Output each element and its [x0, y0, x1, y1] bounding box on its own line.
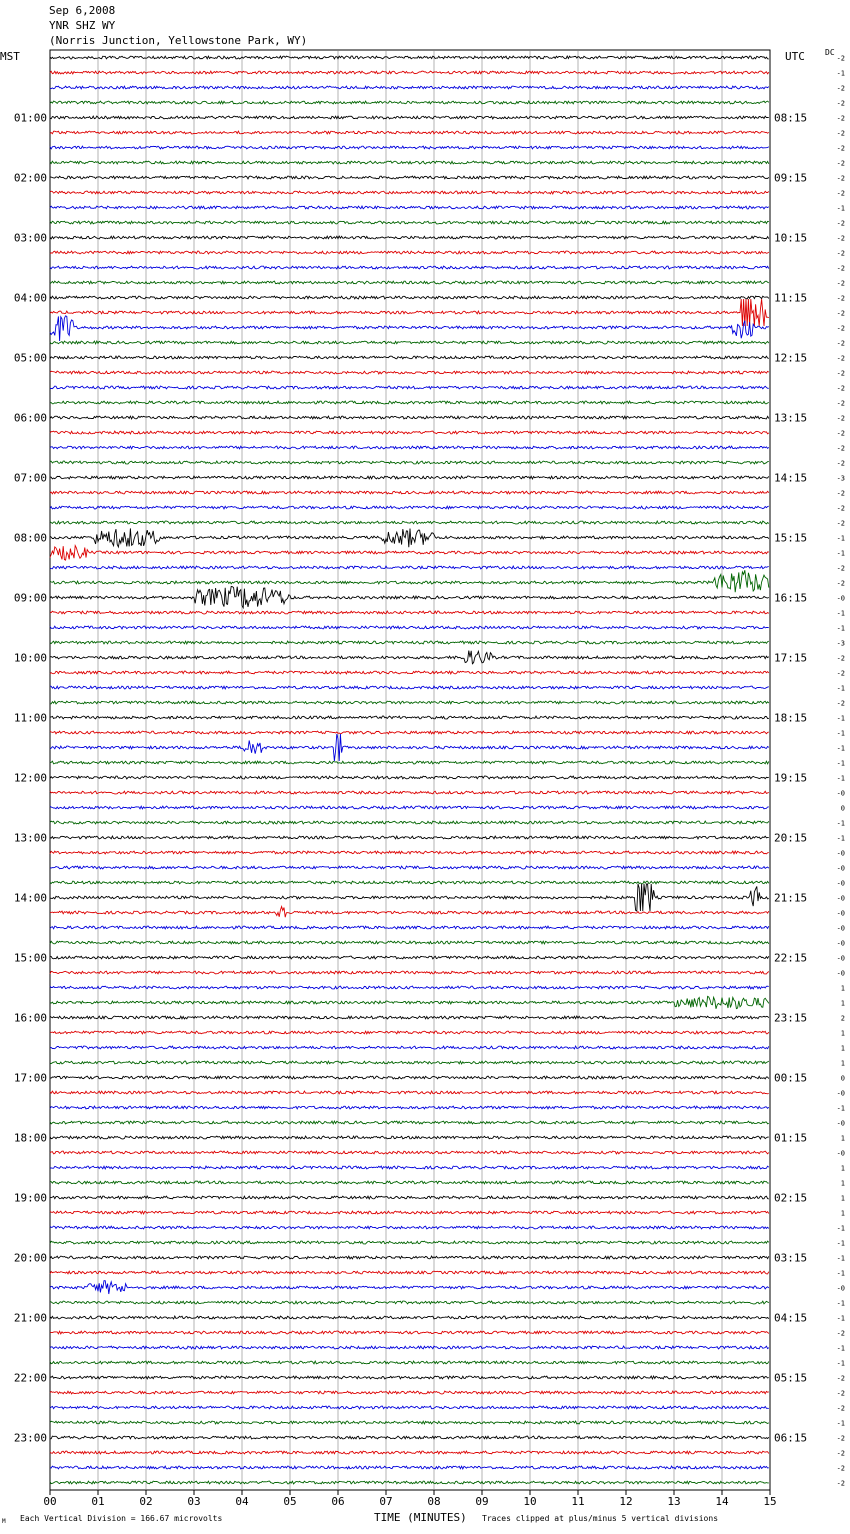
trace-line — [50, 971, 769, 974]
trace-line — [50, 1451, 769, 1454]
right-hour-label: 12:15 — [774, 351, 808, 365]
trace-line — [50, 701, 769, 704]
trace-line — [50, 1226, 769, 1229]
right-hour-label: 23:15 — [774, 1011, 808, 1025]
x-tick-label: 10 — [523, 1495, 537, 1508]
left-timezone-label: MST — [0, 50, 20, 63]
dc-offset-label: -2 — [836, 1479, 845, 1488]
trace-line — [50, 1391, 769, 1394]
x-tick-label: 07 — [379, 1495, 393, 1508]
dc-offset-label: -2 — [836, 579, 845, 588]
trace-line — [50, 1376, 769, 1379]
x-axis-title: TIME (MINUTES) — [374, 1511, 467, 1524]
x-tick-label: 15 — [763, 1495, 777, 1508]
left-hour-label: 05:00 — [13, 351, 47, 365]
dc-offset-label: -1 — [836, 1239, 845, 1248]
scale-note: Each Vertical Division = 166.67 microvolts — [20, 1514, 223, 1523]
left-hour-label: 03:00 — [13, 231, 47, 245]
dc-offset-label: -1 — [836, 609, 845, 618]
dc-offset-label: -2 — [836, 414, 845, 423]
corner-mark: M — [2, 1518, 6, 1525]
right-hour-label: 21:15 — [774, 891, 808, 905]
dc-offset-label: -2 — [836, 1434, 845, 1443]
left-hour-label: 11:00 — [13, 711, 47, 725]
dc-offset-label: 2 — [840, 1014, 845, 1023]
trace-line — [50, 71, 769, 74]
dc-offset-label: -2 — [836, 384, 845, 393]
left-hour-label: 08:00 — [13, 531, 47, 545]
right-hour-label: 04:15 — [774, 1311, 808, 1325]
dc-offset-label: -2 — [836, 219, 845, 228]
dc-offset-label: -1 — [836, 744, 845, 753]
dc-offset-label: -0 — [836, 894, 845, 903]
dc-offset-label: -2 — [836, 654, 845, 663]
dc-offset-label: -0 — [836, 789, 845, 798]
left-hour-label: 21:00 — [13, 1311, 47, 1325]
trace-line — [50, 1241, 769, 1244]
trace-line — [50, 299, 769, 326]
right-hour-label: 16:15 — [774, 591, 808, 605]
trace-line — [50, 1436, 769, 1439]
dc-offset-label: 1 — [840, 1029, 845, 1038]
right-hour-label: 01:15 — [774, 1131, 808, 1145]
dc-offset-label: 0 — [840, 804, 845, 813]
trace-line — [50, 1046, 769, 1049]
trace-line — [50, 316, 769, 341]
trace-line — [50, 821, 769, 824]
left-hour-label: 06:00 — [13, 411, 47, 425]
trace-line — [50, 176, 769, 179]
trace-line — [50, 1106, 769, 1109]
dc-offset-label: -0 — [836, 879, 845, 888]
dc-offset-label: -1 — [836, 1224, 845, 1233]
dc-offset-label: 1 — [840, 984, 845, 993]
trace-line — [50, 761, 769, 764]
right-hour-label: 10:15 — [774, 231, 808, 245]
trace-line — [50, 1166, 769, 1169]
dc-offset-label: -1 — [836, 69, 845, 78]
trace-line — [50, 281, 769, 284]
dc-offset-label: -2 — [836, 444, 845, 453]
trace-line — [50, 671, 769, 674]
dc-offset-label: -1 — [836, 1359, 845, 1368]
trace-line — [50, 731, 769, 734]
dc-offset-label: -2 — [836, 354, 845, 363]
dc-offset-label: -1 — [836, 684, 845, 693]
dc-offset-header: DC — [825, 48, 835, 57]
trace-line — [50, 1151, 769, 1154]
dc-offset-label: -2 — [836, 294, 845, 303]
trace-line — [50, 996, 769, 1008]
trace-line — [50, 251, 769, 254]
left-hour-label: 09:00 — [13, 591, 47, 605]
trace-line — [50, 116, 769, 119]
right-hour-label: 14:15 — [774, 471, 808, 485]
trace-line — [50, 401, 769, 404]
dc-offset-label: -0 — [836, 1149, 845, 1158]
dc-offset-label: -0 — [836, 594, 845, 603]
dc-offset-label: -1 — [836, 759, 845, 768]
dc-offset-label: -0 — [836, 1119, 845, 1128]
dc-offset-label: -0 — [836, 849, 845, 858]
right-hour-label: 02:15 — [774, 1191, 808, 1205]
left-hour-label: 10:00 — [13, 651, 47, 665]
dc-offset-label: -2 — [836, 399, 845, 408]
dc-offset-label: -2 — [836, 144, 845, 153]
dc-offset-label: -1 — [836, 1344, 845, 1353]
dc-offset-label: -2 — [836, 114, 845, 123]
dc-offset-label: -3 — [836, 639, 845, 648]
dc-offset-label: 0 — [840, 1074, 845, 1083]
trace-line — [50, 806, 769, 809]
dc-offset-label: 1 — [840, 1179, 845, 1188]
dc-offset-label: -0 — [836, 1284, 845, 1293]
trace-line — [50, 546, 769, 561]
dc-offset-label: -2 — [836, 1449, 845, 1458]
dc-offset-label: -2 — [836, 54, 845, 63]
left-hour-label: 02:00 — [13, 171, 47, 185]
trace-line — [50, 371, 769, 374]
dc-offset-label: -2 — [836, 669, 845, 678]
dc-offset-label: 1 — [840, 1044, 845, 1053]
trace-line — [50, 296, 769, 299]
dc-offset-label: -2 — [836, 1404, 845, 1413]
trace-line — [50, 528, 769, 547]
trace-line — [50, 1076, 769, 1079]
dc-offset-label: 1 — [840, 1164, 845, 1173]
trace-line — [50, 1016, 769, 1019]
trace-line — [50, 791, 769, 794]
trace-line — [50, 836, 769, 839]
dc-offset-label: -1 — [836, 204, 845, 213]
dc-offset-label: -2 — [836, 279, 845, 288]
trace-line — [50, 1466, 769, 1469]
dc-offset-label: -2 — [836, 1329, 845, 1338]
dc-offset-label: -0 — [836, 939, 845, 948]
left-hour-label: 22:00 — [13, 1371, 47, 1385]
dc-offset-label: -2 — [836, 369, 845, 378]
left-hour-label: 12:00 — [13, 771, 47, 785]
trace-line — [50, 236, 769, 239]
left-hour-label: 17:00 — [13, 1071, 47, 1085]
dc-offset-label: -2 — [836, 504, 845, 513]
dc-offset-label: -2 — [836, 429, 845, 438]
right-hour-label: 11:15 — [774, 291, 808, 305]
trace-line — [50, 491, 769, 494]
trace-line — [50, 1281, 769, 1294]
trace-line — [50, 476, 769, 479]
right-hour-label: 22:15 — [774, 951, 808, 965]
trace-line — [50, 1346, 769, 1349]
dc-offset-label: -2 — [836, 699, 845, 708]
dc-offset-label: -2 — [836, 1374, 845, 1383]
dc-offset-label: -1 — [836, 1104, 845, 1113]
right-hour-label: 06:15 — [774, 1431, 808, 1445]
station-location: (Norris Junction, Yellowstone Park, WY) — [49, 34, 308, 47]
dc-offset-label: -1 — [836, 1269, 845, 1278]
left-hour-label: 23:00 — [13, 1431, 47, 1445]
trace-line — [50, 221, 769, 224]
dc-offset-label: -2 — [836, 234, 845, 243]
dc-offset-label: -2 — [836, 174, 845, 183]
x-tick-label: 01 — [91, 1495, 105, 1508]
trace-line — [50, 161, 769, 164]
right-hour-label: 00:15 — [774, 1071, 808, 1085]
trace-line — [50, 716, 769, 719]
x-tick-label: 08 — [427, 1495, 441, 1508]
x-tick-label: 13 — [667, 1495, 681, 1508]
dc-offset-label: -2 — [836, 1389, 845, 1398]
trace-line — [50, 356, 769, 359]
dc-offset-label: -1 — [836, 819, 845, 828]
trace-line — [50, 206, 769, 209]
trace-line — [50, 611, 769, 614]
trace-line — [50, 431, 769, 434]
trace-line — [50, 686, 769, 689]
dc-offset-label: -2 — [836, 324, 845, 333]
trace-line — [50, 866, 769, 869]
dc-offset-label: 1 — [840, 1134, 845, 1143]
right-hour-label: 13:15 — [774, 411, 808, 425]
left-hour-label: 16:00 — [13, 1011, 47, 1025]
dc-offset-label: -2 — [836, 489, 845, 498]
x-tick-label: 00 — [43, 1495, 57, 1508]
dc-offset-label: 1 — [840, 1194, 845, 1203]
dc-offset-label: -1 — [836, 1419, 845, 1428]
left-hour-label: 20:00 — [13, 1251, 47, 1265]
trace-line — [50, 884, 769, 911]
trace-line — [50, 521, 769, 524]
dc-offset-label: -2 — [836, 264, 845, 273]
dc-offset-label: -1 — [836, 534, 845, 543]
x-tick-label: 14 — [715, 1495, 729, 1508]
trace-line — [50, 986, 769, 989]
left-hour-label: 18:00 — [13, 1131, 47, 1145]
dc-offset-label: -2 — [836, 129, 845, 138]
x-tick-label: 02 — [139, 1495, 153, 1508]
trace-line — [50, 881, 769, 884]
trace-line — [50, 56, 769, 59]
trace-line — [50, 416, 769, 419]
dc-offset-label: -0 — [836, 1089, 845, 1098]
dc-offset-label: -1 — [836, 729, 845, 738]
trace-line — [50, 131, 769, 134]
trace-line — [50, 1091, 769, 1094]
trace-line — [50, 907, 769, 918]
trace-line — [50, 1031, 769, 1034]
trace-line — [50, 570, 769, 592]
trace-line — [50, 1301, 769, 1304]
trace-line — [50, 341, 769, 344]
right-hour-label: 18:15 — [774, 711, 808, 725]
dc-offset-label: 1 — [840, 1209, 845, 1218]
trace-line — [50, 1361, 769, 1364]
trace-line — [50, 641, 769, 644]
right-hour-label: 20:15 — [774, 831, 808, 845]
trace-line — [50, 146, 769, 149]
dc-offset-label: -2 — [836, 99, 845, 108]
trace-line — [50, 446, 769, 449]
left-hour-label: 07:00 — [13, 471, 47, 485]
trace-line — [50, 776, 769, 779]
trace-line — [50, 566, 769, 569]
dc-offset-label: -2 — [836, 249, 845, 258]
left-hour-label: 04:00 — [13, 291, 47, 305]
trace-line — [50, 506, 769, 509]
trace-line — [50, 1181, 769, 1184]
right-hour-label: 15:15 — [774, 531, 808, 545]
dc-offset-label: -1 — [836, 1299, 845, 1308]
right-hour-label: 05:15 — [774, 1371, 808, 1385]
x-tick-label: 04 — [235, 1495, 249, 1508]
right-hour-label: 08:15 — [774, 111, 808, 125]
clip-note: Traces clipped at plus/minus 5 vertical divisions — [482, 1514, 719, 1523]
trace-line — [50, 1316, 769, 1319]
left-hour-label: 14:00 — [13, 891, 47, 905]
x-tick-label: 06 — [331, 1495, 345, 1508]
trace-line — [50, 1481, 769, 1484]
trace-line — [50, 1061, 769, 1064]
dc-offset-label: 1 — [840, 999, 845, 1008]
trace-line — [50, 1196, 769, 1199]
dc-offset-label: -2 — [836, 519, 845, 528]
trace-line — [50, 1331, 769, 1334]
dc-offset-label: -1 — [836, 624, 845, 633]
dc-offset-label: -0 — [836, 954, 845, 963]
station-code: YNR SHZ WY — [49, 19, 116, 32]
trace-line — [50, 1136, 769, 1139]
dc-offset-label: -1 — [836, 834, 845, 843]
dc-offset-label: -2 — [836, 459, 845, 468]
dc-offset-label: -0 — [836, 909, 845, 918]
right-hour-label: 17:15 — [774, 651, 808, 665]
trace-line — [50, 1211, 769, 1214]
trace-line — [50, 941, 769, 944]
dc-offset-label: -1 — [836, 549, 845, 558]
left-hour-label: 13:00 — [13, 831, 47, 845]
trace-line — [50, 626, 769, 629]
dc-offset-label: -1 — [836, 1254, 845, 1263]
dc-offset-label: -0 — [836, 924, 845, 933]
trace-line — [50, 1121, 769, 1124]
trace-line — [50, 101, 769, 104]
trace-line — [50, 386, 769, 389]
trace-line — [50, 926, 769, 929]
x-tick-label: 12 — [619, 1495, 633, 1508]
dc-offset-label: -2 — [836, 189, 845, 198]
dc-offset-label: -1 — [836, 774, 845, 783]
x-tick-label: 03 — [187, 1495, 201, 1508]
dc-offset-label: -2 — [836, 84, 845, 93]
trace-line — [50, 86, 769, 89]
dc-offset-label: 1 — [840, 1059, 845, 1068]
trace-line — [50, 1256, 769, 1259]
dc-offset-label: -2 — [836, 564, 845, 573]
trace-line — [50, 956, 769, 959]
dc-offset-label: -2 — [836, 339, 845, 348]
dc-offset-label: -1 — [836, 1314, 845, 1323]
dc-offset-label: -1 — [836, 714, 845, 723]
dc-offset-label: -2 — [836, 1464, 845, 1473]
dc-offset-label: -3 — [836, 474, 845, 483]
trace-line — [50, 266, 769, 269]
x-tick-label: 05 — [283, 1495, 297, 1508]
right-hour-label: 03:15 — [774, 1251, 808, 1265]
left-hour-label: 01:00 — [13, 111, 47, 125]
dc-offset-label: -2 — [836, 309, 845, 318]
trace-line — [50, 1421, 769, 1424]
dc-offset-label: -0 — [836, 864, 845, 873]
trace-line — [50, 651, 769, 664]
trace-line — [50, 851, 769, 854]
trace-line — [50, 734, 769, 761]
dc-offset-label: -0 — [836, 969, 845, 978]
left-hour-label: 15:00 — [13, 951, 47, 965]
x-tick-label: 11 — [571, 1495, 585, 1508]
trace-line — [50, 586, 769, 607]
trace-line — [50, 1406, 769, 1409]
trace-line — [50, 461, 769, 464]
right-timezone-label: UTC — [785, 50, 805, 63]
right-hour-label: 19:15 — [774, 771, 808, 785]
left-hour-label: 19:00 — [13, 1191, 47, 1205]
trace-line — [50, 191, 769, 194]
right-hour-label: 09:15 — [774, 171, 808, 185]
trace-line — [50, 1271, 769, 1274]
dc-offset-label: -2 — [836, 159, 845, 168]
x-tick-label: 09 — [475, 1495, 489, 1508]
record-date: Sep 6,2008 — [49, 4, 116, 17]
